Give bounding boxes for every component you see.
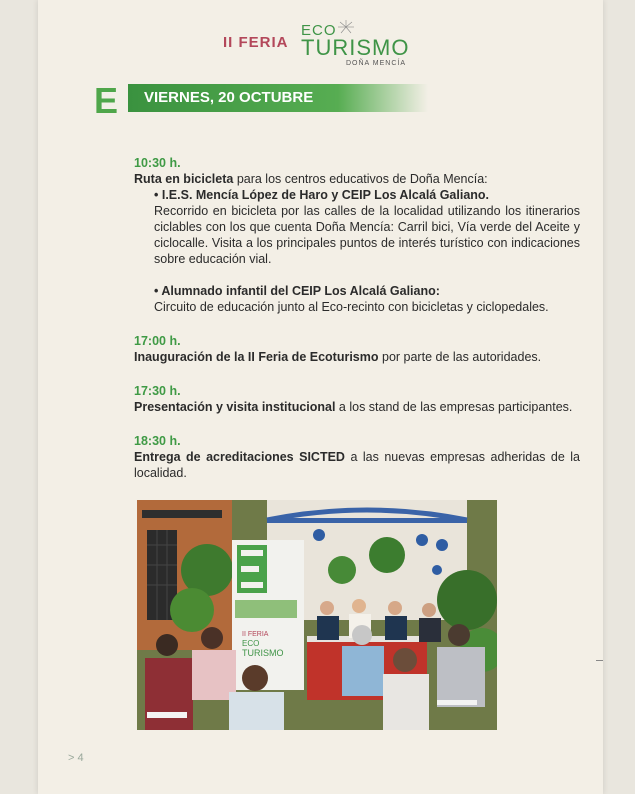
event-text: por parte de las autoridades. bbox=[378, 350, 542, 364]
event-title: Inauguración de la II Feria de Ecoturismo bbox=[134, 350, 379, 364]
event-photo bbox=[137, 500, 497, 730]
page-number: > 4 bbox=[68, 752, 84, 764]
event-text: a las nuevas empresas adheridas de la localidad. bbox=[134, 450, 580, 480]
event-time: 17:30 h. bbox=[134, 384, 181, 398]
schedule bbox=[134, 155, 580, 495]
logo-feria-text: II FERIA bbox=[223, 34, 289, 51]
event-title: Ruta en bicicleta bbox=[134, 172, 234, 186]
day-header bbox=[128, 84, 428, 112]
event-text: a los stand de las empresas participantes. bbox=[335, 400, 573, 414]
logo-place-text: DOÑA MENCÍA bbox=[346, 60, 407, 67]
event-1 bbox=[134, 155, 580, 315]
event-3 bbox=[134, 383, 580, 415]
logo-turismo-text: TURISMO bbox=[301, 35, 410, 60]
dandelion-icon bbox=[335, 18, 357, 36]
event-time: 18:30 h. bbox=[134, 434, 181, 448]
event-time: 17:00 h. bbox=[134, 334, 181, 348]
banner-eco: ECO bbox=[242, 639, 260, 648]
bullet-text: Recorrido en bicicleta por las calles de la localidad utilizando los itinerarios ciclables con los que cuenta Doña Mencía: Carril bici, Vía verde del Aceite y ciclocalle. Visita a los principales puntos de interés turístico con indicaciones sobre educación vial. bbox=[154, 204, 580, 266]
event-time: 10:30 h. bbox=[134, 156, 181, 170]
edge-mark bbox=[596, 660, 603, 661]
event-text: para los centros educativos de Doña Mencía: bbox=[233, 172, 488, 186]
event-title: Presentación y visita institucional bbox=[134, 400, 336, 414]
event-4 bbox=[134, 433, 580, 481]
banner-turismo: TURISMO bbox=[242, 648, 284, 658]
bullet-title: • Alumnado infantil del CEIP Los Alcalá Galiano: bbox=[154, 284, 440, 298]
day-label: VIERNES, 20 OCTUBRE bbox=[144, 89, 314, 106]
event-2 bbox=[134, 333, 580, 365]
bullet-text: Circuito de educación junto al Eco-recinto con bicicletas y ciclopedales. bbox=[154, 300, 549, 314]
page bbox=[38, 0, 603, 794]
bullet-title: • I.E.S. Mencía López de Haro y CEIP Los Alcalá Galiano. bbox=[154, 188, 490, 202]
banner-feria: II FERIA bbox=[242, 631, 269, 638]
logo-eco-text: ECO bbox=[301, 22, 337, 39]
event-title: Entrega de acreditaciones SICTED bbox=[134, 450, 345, 464]
section-letter: E bbox=[94, 80, 119, 121]
feria-logo bbox=[223, 18, 453, 68]
courtyard-photo bbox=[137, 500, 497, 730]
